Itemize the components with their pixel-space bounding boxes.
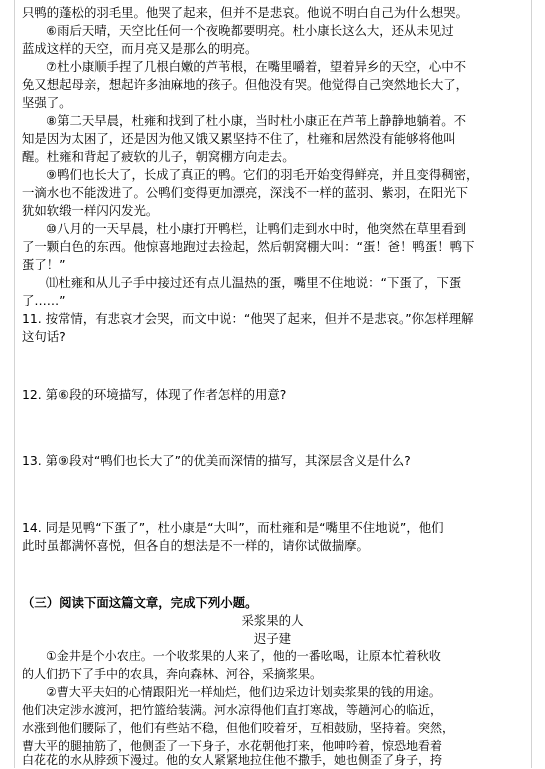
article-line: 水涨到他们腰际了，他们有些站不稳，但他们咬着牙，互相鼓励，坚持着。突然，	[22, 721, 455, 735]
article-line: 他们决定涉水渡河，把竹篮给装满。河水凉得他们直打寒战，等趟河心的临近，	[22, 703, 443, 717]
question-11: 11. 按常情，有悲哀才会哭，而文中说：“他哭了起来，但并不是悲哀。”你怎样理解	[22, 311, 474, 326]
passage-line: 了……”	[22, 293, 66, 308]
article-line: ①金井是个小农庄。一个收浆果的人来了，他的一番吆喝，让原本忙着秋收	[46, 649, 441, 663]
passage-line: 醒。杜雍和背起了疲软的儿子，朝窝棚方向走去。	[22, 149, 295, 164]
question-14: 14. 同是见鸭“下蛋了”，杜小康是“大叫”，而杜雍和是“嘴里不住地说”，他们	[22, 520, 444, 535]
passage-line: ⑥雨后天晴，天空比任何一个夜晚都要明亮。杜小康长这么大，还从未见过	[46, 23, 454, 38]
page-margin-right-line	[531, 0, 532, 768]
passage-line: 了一颗白色的东西。他惊喜地跑过去捡起，然后朝窝棚大叫：“蛋！爸！鸭蛋！鸭下	[22, 239, 475, 254]
question-12: 12. 第⑥段的环境描写，体现了作者怎样的用意?	[22, 387, 287, 402]
article-line: ②曹大平夫妇的心情跟阳光一样灿烂，他们边采边计划卖浆果的钱的用途。	[46, 685, 441, 699]
passage-line: ⑾杜雍和从儿子手中接过还有点儿温热的蛋，嘴里不住地说：“下蛋了，下蛋	[46, 275, 462, 290]
article-line: 曹大平的腿抽筋了，他侧歪了一下身子，水花朝他打来，他呻吟着，惊恐地看着	[22, 739, 443, 753]
article-line: 的人们扔下了手中的农具，奔向森林、河谷，采摘浆果。	[22, 667, 323, 681]
section-heading: （三）阅读下面这篇文章，完成下列小题。	[22, 595, 258, 610]
passage-line: 犹如软缎一样闪闪发光。	[22, 203, 159, 218]
passage-line: 只鸭的蓬松的羽毛里。他哭了起来，但并不是悲哀。他说不明白自己为什么想哭。	[22, 5, 469, 20]
passage-line: 坚强了。	[22, 95, 72, 110]
passage-line: 蛋了！”	[22, 257, 66, 272]
article-line: 白花花的水从脖颈下漫过。他的女人紧紧地拉住他不撒手，她也侧歪了身子，挎	[22, 753, 443, 767]
passage-line: ⑧第二天早晨，杜雍和找到了杜小康，当时杜小康正在芦苇上静静地躺着。不	[46, 113, 466, 128]
passage-line: 一滴水也不能泼进了。公鸭们变得更加漂亮，深浅不一样的蓝羽、紫羽，在阳光下	[22, 185, 469, 200]
passage-line: ⑩八月的一天早晨，杜小康打开鸭栏，让鸭们走到水中时，他突然在草里看到	[46, 221, 466, 236]
question-11-continued: 这句话?	[22, 329, 66, 344]
article-title: 采浆果的人	[241, 613, 304, 628]
article-author: 迟子建	[253, 631, 292, 646]
passage-line: 蓝成这样的天空，而月亮又是那么的明亮。	[22, 41, 258, 56]
passage-line: 免又想起母亲，想起许多油麻地的孩子。但他没有哭。他觉得自己突然地长大了，	[22, 77, 469, 92]
question-13: 13. 第⑨段对“鸭们也长大了”的优美而深情的描写，其深层含义是什么?	[22, 453, 411, 468]
question-14-continued: 此时虽都满怀喜悦，但各自的想法是不一样的，请你试做揣摩。	[22, 538, 369, 553]
page-margin-left-line	[14, 0, 15, 768]
passage-line: ⑦杜小康顺手捏了几根白嫩的芦苇根，在嘴里嚼着，望着异乡的天空，心中不	[46, 59, 466, 74]
passage-line: ⑨鸭们也长大了，长成了真正的鸭。它们的羽毛开始变得鲜亮，并且变得稠密，	[46, 167, 479, 182]
passage-line: 知是因为太困了，还是因为他又饿又累坚持不住了，杜雍和居然没有能够将他叫	[22, 131, 456, 146]
